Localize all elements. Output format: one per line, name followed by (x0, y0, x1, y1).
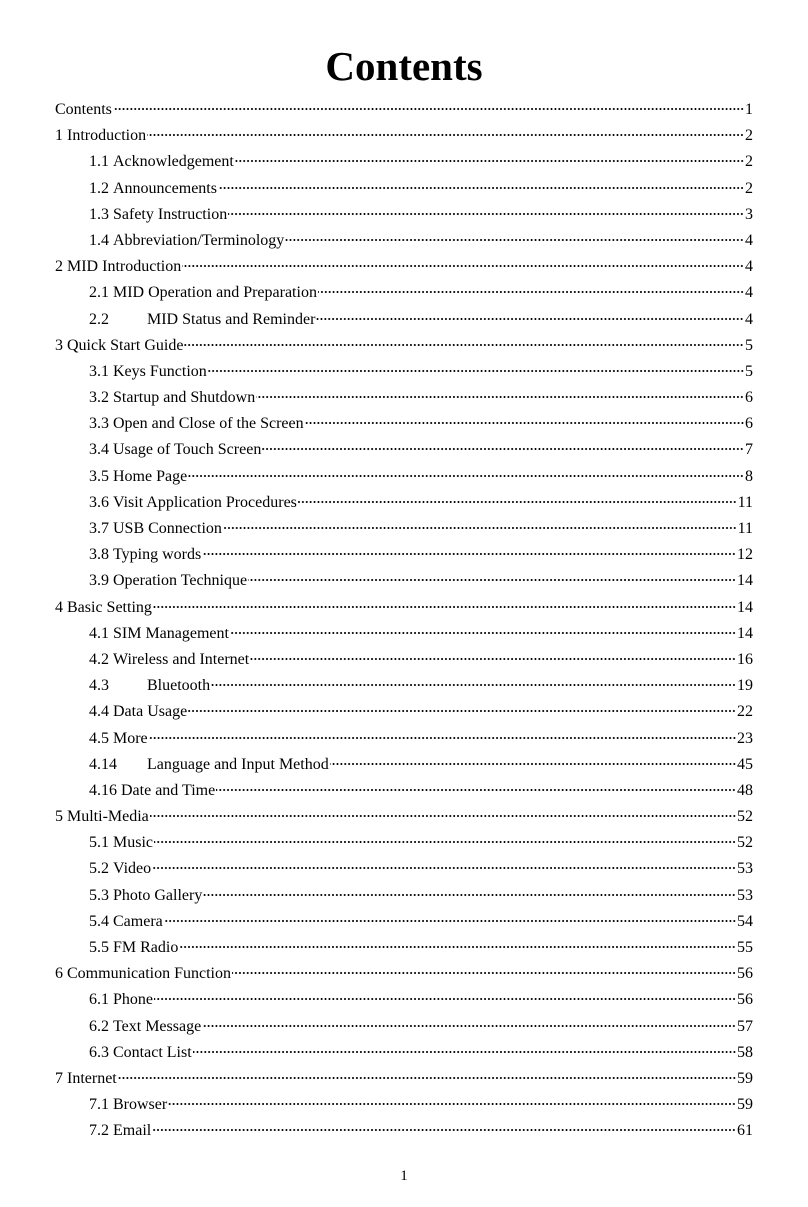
toc-entry[interactable] (55, 307, 753, 333)
toc-entry-page-number: 52 (737, 834, 753, 852)
toc-entry-title (89, 490, 297, 516)
dot-leader (218, 187, 744, 189)
toc-entry-number: 3.6 (89, 493, 109, 511)
toc-entry-title (89, 1014, 201, 1040)
toc-entry-label: Contact List (113, 1043, 192, 1061)
toc-entry-page-number: 7 (745, 441, 753, 459)
dot-leader (208, 370, 744, 372)
toc-entry-label: Visit Application Procedures (113, 493, 297, 511)
toc-entry[interactable] (55, 149, 753, 175)
dot-leader (232, 972, 736, 974)
toc-entry-page-number: 53 (737, 886, 753, 904)
toc-entry-number: 3.8 (89, 546, 109, 564)
toc-entry-title (89, 307, 315, 333)
toc-entry-page-number: 2 (745, 127, 753, 145)
dot-leader (184, 344, 744, 346)
toc-entry-title (89, 280, 317, 306)
toc-entry-title (89, 1092, 167, 1118)
toc-entry-number: 4.2 (89, 650, 109, 668)
toc-entry[interactable] (55, 411, 753, 437)
toc-entry-page-number: 23 (737, 729, 753, 747)
toc-entry[interactable] (55, 699, 753, 725)
toc-entry-number: 3.9 (89, 572, 109, 590)
toc-entry-label: FM Radio (113, 939, 179, 956)
toc-entry-label: Internet (67, 1069, 117, 1087)
toc-entry-label: Text Message (113, 1017, 202, 1035)
toc-entry[interactable] (55, 752, 753, 778)
dot-leader (188, 475, 744, 477)
dot-leader (152, 867, 736, 869)
toc-entry-title (55, 961, 231, 987)
dot-leader (188, 710, 736, 712)
dot-leader (182, 265, 744, 267)
toc-entry-number: 4 (55, 598, 63, 616)
toc-entry[interactable] (55, 333, 753, 359)
toc-entry-label: SIM Management (113, 624, 229, 642)
toc-entry-number: 4.1 (89, 624, 109, 642)
dot-leader (113, 108, 744, 110)
toc-entry[interactable] (55, 673, 753, 699)
dot-leader (152, 1129, 736, 1131)
toc-entry-label: Music (113, 834, 153, 852)
toc-entry[interactable] (55, 97, 753, 123)
toc-entry-number: 1.2 (89, 179, 109, 197)
dot-leader (202, 1025, 736, 1027)
toc-entry-title (89, 909, 163, 935)
toc-entry-title (89, 176, 217, 202)
toc-entry-number: 1.4 (89, 231, 109, 249)
toc-entry-page-number: 14 (737, 598, 753, 616)
toc-entry-label: Language and Input Method (147, 755, 329, 773)
toc-entry-label: Data Usage (113, 703, 188, 721)
toc-entry-title (89, 647, 249, 673)
toc-entry-page-number: 58 (737, 1043, 753, 1061)
footer-page-number: 1 (400, 1168, 408, 1184)
dot-leader (202, 553, 736, 555)
toc-entry-label: Acknowledgement (113, 153, 234, 171)
dot-leader (256, 396, 744, 398)
toc-entry[interactable] (55, 595, 753, 621)
toc-entry-title (89, 542, 201, 568)
dot-leader (179, 946, 736, 948)
toc-entry[interactable] (55, 830, 753, 856)
table-of-contents (55, 97, 753, 1145)
toc-entry-title (89, 752, 329, 778)
toc-entry-page-number: 53 (737, 860, 753, 878)
toc-entry-number: 5.3 (89, 886, 109, 904)
toc-entry[interactable] (55, 726, 753, 752)
toc-entry-title (55, 595, 152, 621)
toc-entry-number: 5.5 (89, 939, 109, 956)
toc-entry-label: Communication Function (67, 965, 231, 983)
dot-leader (153, 606, 736, 608)
toc-entry-page-number: 3 (745, 205, 753, 223)
toc-entry-label: Phone (113, 991, 153, 1009)
dot-leader (318, 291, 744, 293)
toc-entry-title (89, 673, 210, 699)
dot-leader (203, 894, 736, 896)
toc-entry-title (55, 97, 112, 123)
toc-entry-number: 2.2 (89, 310, 109, 328)
toc-entry[interactable] (55, 856, 753, 882)
toc-entry[interactable] (55, 1040, 753, 1066)
toc-entry-title (89, 464, 187, 490)
toc-entry[interactable] (55, 778, 753, 804)
dot-leader (154, 841, 736, 843)
toc-entry-title (89, 778, 215, 804)
toc-entry-title (89, 699, 187, 725)
toc-entry-label: Camera (113, 912, 163, 930)
toc-entry-page-number: 56 (737, 965, 753, 983)
toc-entry-number: 6.1 (89, 991, 109, 1009)
toc-entry-page-number: 45 (737, 755, 753, 773)
toc-entry-title (89, 726, 148, 752)
toc-entry-label: MID Introduction (67, 258, 182, 276)
toc-entry[interactable] (55, 883, 753, 909)
toc-entry-label: More (113, 729, 148, 747)
toc-entry-number: 7 (55, 1069, 63, 1087)
toc-entry[interactable] (55, 280, 753, 306)
toc-entry-number: 3.2 (89, 389, 109, 407)
toc-entry-number: 1.1 (89, 153, 109, 171)
toc-entry-page-number: 6 (745, 389, 753, 407)
toc-entry-number: 6.3 (89, 1043, 109, 1061)
toc-entry-title (89, 411, 304, 437)
toc-entry[interactable] (55, 987, 753, 1013)
toc-entry-title (89, 1118, 151, 1144)
dot-leader (154, 998, 736, 1000)
dot-leader (149, 737, 736, 739)
toc-entry-label: Contents (55, 101, 112, 118)
dot-leader (216, 789, 736, 791)
toc-entry-title (55, 123, 146, 149)
toc-entry-number: 2.1 (89, 284, 109, 302)
toc-entry-label: Quick Start Guide (67, 336, 184, 354)
dot-leader (164, 920, 736, 922)
toc-entry-title (55, 333, 183, 359)
toc-entry-page-number: 4 (745, 310, 753, 328)
toc-entry-page-number: 5 (745, 362, 753, 380)
toc-entry-title (89, 830, 153, 856)
toc-entry-title (55, 804, 149, 830)
toc-entry[interactable] (55, 385, 753, 411)
toc-entry-page-number: 57 (737, 1017, 753, 1035)
dot-leader (211, 684, 736, 686)
toc-entry-number: 5.2 (89, 860, 109, 878)
toc-entry-number: 1 (55, 127, 63, 145)
toc-entry-page-number: 48 (737, 781, 753, 799)
toc-entry-number: 4.4 (89, 703, 109, 721)
dot-leader (150, 815, 736, 817)
toc-entry[interactable] (55, 359, 753, 385)
toc-entry[interactable] (55, 437, 753, 463)
toc-entry-title (89, 987, 153, 1013)
dot-leader (168, 1103, 736, 1105)
toc-entry[interactable] (55, 228, 753, 254)
toc-entry-label: Email (113, 1122, 152, 1140)
toc-entry[interactable] (55, 1014, 753, 1040)
toc-entry[interactable] (55, 176, 753, 202)
dot-leader (285, 239, 744, 241)
toc-entry-title (55, 254, 181, 280)
dot-leader (228, 213, 744, 215)
toc-entry-page-number: 4 (745, 231, 753, 249)
toc-entry[interactable] (55, 123, 753, 149)
toc-entry-title (89, 856, 151, 882)
toc-entry-number: 3.7 (89, 520, 109, 537)
toc-entry-number: 3.5 (89, 467, 109, 485)
toc-entry-page-number: 19 (737, 677, 753, 695)
dot-leader (223, 527, 737, 529)
toc-entry-label: Operation Technique (113, 572, 248, 590)
toc-entry[interactable] (55, 516, 753, 542)
toc-entry[interactable] (55, 254, 753, 280)
toc-entry-title (55, 1066, 117, 1092)
toc-entry-page-number: 8 (745, 467, 753, 485)
dot-leader (305, 422, 744, 424)
toc-entry-page-number: 54 (737, 912, 753, 930)
toc-entry-number: 2 (55, 258, 63, 276)
toc-entry-number: 5.4 (89, 912, 109, 930)
toc-entry-page-number: 2 (745, 179, 753, 197)
dot-leader (316, 318, 744, 320)
toc-entry-title (89, 149, 234, 175)
toc-entry-label: Announcements (113, 179, 217, 197)
toc-entry[interactable] (55, 1066, 753, 1092)
toc-entry-page-number: 4 (745, 258, 753, 276)
toc-entry-page-number: 22 (737, 703, 753, 721)
page-title: Contents (325, 43, 483, 90)
toc-entry-page-number: 59 (737, 1069, 753, 1087)
dot-leader (230, 632, 736, 634)
toc-entry-number: 4.3 (89, 677, 109, 695)
toc-entry-title (89, 228, 284, 254)
toc-entry-label: Open and Close of the Screen (113, 415, 304, 433)
toc-entry-title (89, 883, 202, 909)
toc-entry[interactable] (55, 961, 753, 987)
toc-entry[interactable] (55, 1092, 753, 1118)
toc-entry[interactable] (55, 568, 753, 594)
toc-entry-label: MID Operation and Preparation (113, 284, 317, 302)
dot-leader (250, 658, 736, 660)
dot-leader (118, 1077, 736, 1079)
dot-leader (193, 1051, 736, 1053)
toc-entry-title (89, 516, 222, 542)
toc-entry[interactable] (55, 542, 753, 568)
dot-leader (147, 134, 744, 136)
toc-entry-label: Bluetooth (147, 677, 211, 695)
toc-entry-number: 4.14 (89, 755, 117, 773)
toc-entry-page-number: 12 (737, 546, 753, 564)
toc-entry-page-number: 14 (737, 572, 753, 590)
toc-entry-page-number: 61 (737, 1122, 753, 1140)
toc-entry[interactable] (55, 935, 753, 961)
toc-entry-page-number: 14 (737, 624, 753, 642)
toc-entry-number: 3.3 (89, 415, 109, 433)
toc-entry-title (89, 359, 207, 385)
toc-entry-label: Safety Instruction (113, 205, 228, 223)
toc-entry-label: Abbreviation/Terminology (113, 231, 285, 249)
toc-entry[interactable] (55, 464, 753, 490)
toc-entry-page-number: 56 (737, 991, 753, 1009)
toc-entry-title (89, 437, 261, 463)
toc-entry-number: 7.2 (89, 1122, 109, 1140)
toc-entry-number: 3.1 (89, 362, 109, 380)
toc-entry-label: Video (113, 860, 152, 878)
dot-leader (262, 448, 744, 450)
toc-entry[interactable] (55, 909, 753, 935)
toc-entry-label: Startup and Shutdown (113, 389, 256, 407)
toc-entry-label: Basic Setting (67, 598, 152, 616)
toc-entry-page-number: 11 (737, 493, 753, 511)
toc-entry-page-number: 2 (745, 153, 753, 171)
toc-entry-number: 4.5 (89, 729, 109, 747)
toc-entry-page-number: 16 (737, 650, 753, 668)
dot-leader (235, 160, 744, 162)
toc-entry[interactable] (55, 804, 753, 830)
toc-entry-label: Browser (113, 1096, 168, 1114)
toc-entry-page-number: 59 (737, 1096, 753, 1114)
toc-entry-title (89, 935, 178, 961)
toc-entry-label: MID Status and Reminder (147, 310, 316, 328)
toc-entry-number: 5.1 (89, 834, 109, 852)
toc-entry-page-number: 5 (745, 336, 753, 354)
toc-entry-label: Multi-Media (67, 808, 149, 826)
toc-entry-title (89, 1040, 192, 1066)
toc-entry-number: 6.2 (89, 1017, 109, 1035)
toc-entry-label: USB Connection (113, 520, 222, 537)
toc-entry-title (89, 202, 227, 228)
toc-entry[interactable] (55, 490, 753, 516)
toc-entry-label: Home Page (113, 467, 188, 485)
toc-entry-number: 4.16 (89, 781, 117, 799)
toc-entry-label: Wireless and Internet (113, 650, 250, 668)
toc-entry[interactable] (55, 1118, 753, 1144)
toc-entry-label: Usage of Touch Screen (113, 441, 262, 459)
toc-entry-number: 5 (55, 808, 63, 826)
toc-entry[interactable] (55, 621, 753, 647)
toc-entry-number: 3.4 (89, 441, 109, 459)
toc-entry-number: 7.1 (89, 1096, 109, 1114)
toc-entry-label: Typing words (113, 546, 202, 564)
toc-entry-page-number: 4 (745, 284, 753, 302)
toc-entry[interactable] (55, 202, 753, 228)
toc-entry-label: Date and Time (121, 781, 216, 799)
toc-entry-page-number: 55 (737, 939, 753, 956)
toc-entry-number: 1.3 (89, 205, 109, 223)
toc-entry-number: 3 (55, 336, 63, 354)
toc-entry-page-number: 6 (745, 415, 753, 433)
toc-entry-label: Introduction (67, 127, 147, 145)
toc-entry-page-number: 1 (745, 101, 753, 118)
toc-entry[interactable] (55, 647, 753, 673)
toc-entry-page-number: 11 (737, 520, 753, 537)
dot-leader (248, 579, 736, 581)
toc-entry-number: 6 (55, 965, 63, 983)
toc-entry-title (89, 385, 255, 411)
dot-leader (298, 501, 737, 503)
toc-entry-label: Photo Gallery (113, 886, 203, 904)
dot-leader (330, 763, 736, 765)
toc-entry-label: Keys Function (113, 362, 207, 380)
toc-entry-title (89, 568, 247, 594)
toc-entry-page-number: 52 (737, 808, 753, 826)
toc-entry-title (89, 621, 229, 647)
